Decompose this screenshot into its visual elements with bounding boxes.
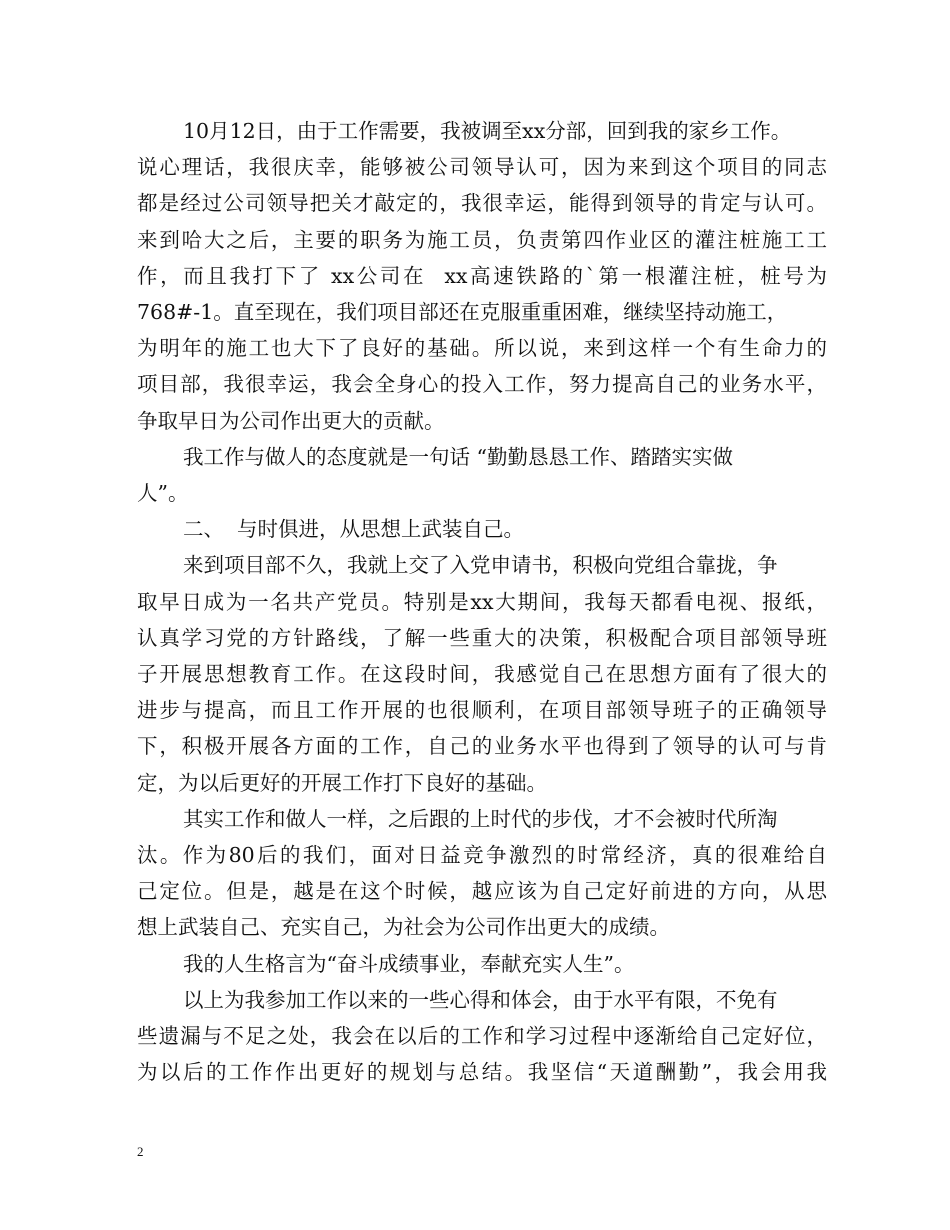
text-line: 进步与提高，而且工作开展的也很顺利，在项目部领导班子的正确领导 bbox=[137, 698, 827, 723]
text-line: 些遗漏与不足之处，我会在以后的工作和学习过程中逐渐给自己定好位， bbox=[137, 1024, 827, 1048]
text-line: 以上为我参加工作以来的一些心得和体会，由于水平有限，不免有 bbox=[183, 987, 778, 1012]
text-line: 作，而且我打下了 xx公司在 xx高速铁路的`第一根灌注桩，桩号为 bbox=[137, 263, 827, 288]
text-line: 来到项目部不久，我就上交了入党申请书，积极向党组合靠拢，争 bbox=[183, 553, 778, 578]
text-line: 为以后的工作作出更好的规划与总结。我坚信“天道酬勤”，我会用我 bbox=[137, 1060, 827, 1085]
section-heading: 二、 与时俱进，从思想上武装自己。 bbox=[183, 517, 525, 542]
text-line: 我工作与做人的态度就是一句话 “勤勤恳恳工作、踏踏实实做 bbox=[183, 444, 733, 469]
text-line: 说心理话，我很庆幸，能够被公司领导认可，因为来到这个项目的同志 bbox=[137, 155, 827, 180]
text-line: 争取早日为公司作出更大的贡献。 bbox=[137, 408, 445, 433]
text-line: 汰。作为80后的我们，面对日益竞争激烈的时常经济，真的很难给自 bbox=[137, 843, 827, 867]
text-line: 都是经过公司领导把关才敲定的，我很幸运，能得到领导的肯定与认可。 bbox=[137, 191, 827, 216]
text-line: 为明年的施工也大下了良好的基础。所以说，来到这样一个有生命力的 bbox=[137, 336, 827, 361]
text-line: 来到哈大之后，主要的职务为施工员，负责第四作业区的灌注桩施工工 bbox=[137, 227, 827, 252]
text-line: 己定位。但是，越是在这个时候，越应该为自己定好前进的方向，从思 bbox=[137, 879, 827, 904]
page-number: 2 bbox=[137, 1144, 144, 1159]
text-line: 定，为以后更好的开展工作打下良好的基础。 bbox=[137, 770, 547, 795]
text-line: 想上武装自己、充实自己，为社会为公司作出更大的成绩。 bbox=[137, 915, 670, 940]
text-line: 768#-1。直至现在，我们项目部还在克服重重困难，继续坚持动施工， bbox=[137, 300, 788, 324]
text-line: 项目部，我很幸运，我会全身心的投入工作，努力提高自己的业务水平， bbox=[137, 372, 827, 397]
text-line: 下，积极开展各方面的工作，自己的业务水平也得到了领导的认可与肯 bbox=[137, 734, 827, 759]
text-line: 人”。 bbox=[137, 481, 189, 505]
text-line: 子开展思想教育工作。在这段时间，我感觉自己在思想方面有了很大的 bbox=[137, 662, 827, 686]
text-line: 取早日成为一名共产党员。特别是xx大期间，我每天都看电视、报纸， bbox=[137, 589, 827, 614]
text-line: 认真学习党的方针路线，了解一些重大的决策，积极配合项目部领导班 bbox=[137, 625, 827, 650]
text-line: 其实工作和做人一样，之后跟的上时代的步伐，才不会被时代所淘 bbox=[183, 806, 778, 831]
text-line: 10月12日，由于工作需要，我被调至xx分部，回到我的家乡工作。 bbox=[183, 119, 792, 143]
text-line: 我的人生格言为“奋斗成绩事业，奉献充实人生”。 bbox=[183, 951, 635, 976]
